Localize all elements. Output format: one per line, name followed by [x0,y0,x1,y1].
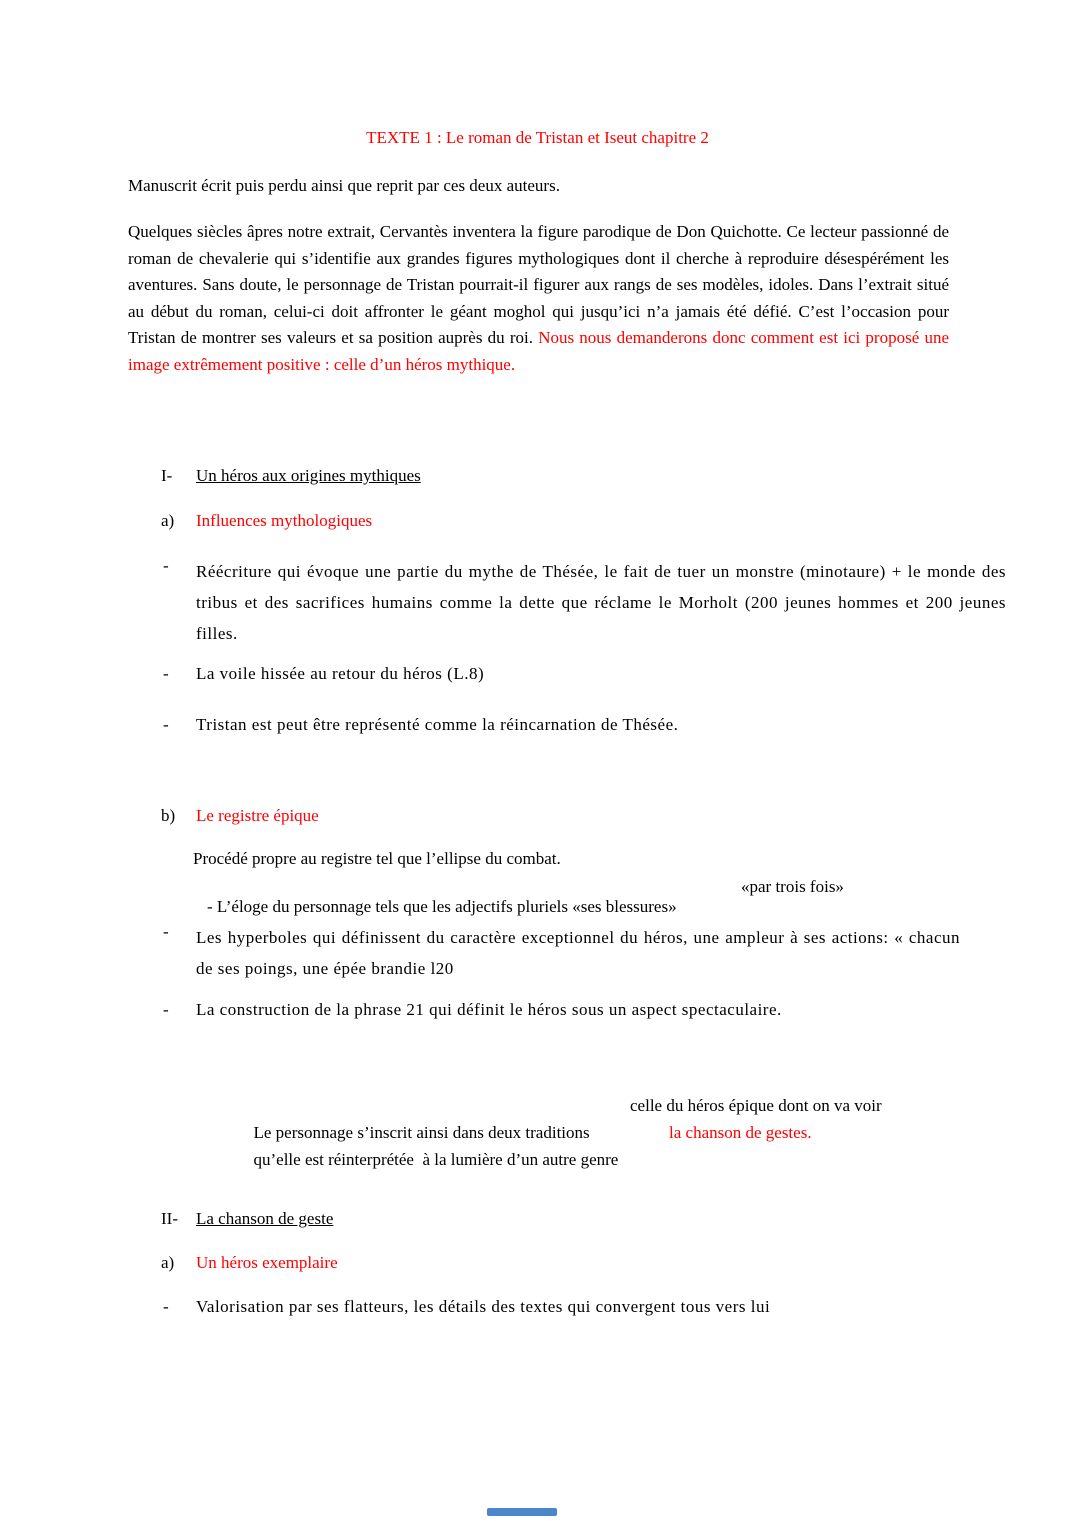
bullet-item [163,1000,1006,1020]
bullet-dash: - [163,715,169,734]
bullet-text: Valorisation par ses flatteurs, les détails des textes qui convergent tous vers lui [196,1297,771,1316]
bullet-dash: - [163,664,169,683]
eloge-overlap-text: «par trois fois» [741,877,844,896]
bullet-dash: - [163,922,169,941]
conclusion-line-1-base: Le personnage s’inscrit ainsi dans deux traditions [253,1123,590,1142]
section-2-numeral: II- [161,1209,178,1228]
section-1b-marker: b) [161,806,176,825]
section-2-title: La chanson de geste [196,1209,334,1228]
intro-sentence: Manuscrit écrit puis perdu ainsi que reprit par ces deux auteurs. [128,176,560,195]
section-1-numeral: I- [161,466,173,485]
conclusion-line-1-overlap: celle du héros épique dont on va voir [630,1096,882,1115]
bullet-text: La construction de la phrase 21 qui définit le héros sous un aspect spectaculaire. [196,1000,782,1019]
bullet-text: Réécriture qui évoque une partie du mythe de Thésée, le fait de tuer un monstre (minotaure) + le monde des tribus et des sacrifices humains comme la dette que réclame le Morholt (200 jeunes hommes et 200 jeunes filles. [196,562,1006,643]
section-1a-heading [161,511,372,531]
document-title: TEXTE 1 : Le roman de Tristan et Iseut chapitre 2 [366,128,709,147]
problematic-red-text: Nous nous demanderons donc comment est ici proposé une image extrêmement positive : celle d’un héros mythique. [128,328,949,374]
section-1-heading [161,466,421,486]
conclusion-line-2-overlap-red: la chanson de gestes. [669,1123,812,1142]
bullet-dash: - [163,1000,169,1019]
section-1a-marker: a) [161,511,175,530]
conclusion-line-2 [228,1119,812,1169]
procede-line: Procédé propre au registre tel que l’ellipse du combat. [193,849,561,868]
bullet-item [163,664,1006,684]
section-2a-title: Un héros exemplaire [196,1253,338,1272]
intro-paragraph [128,219,949,379]
section-2-heading [161,1209,333,1229]
bullet-item [163,715,1006,735]
bullet-item [163,1297,1006,1317]
eloge-base-text: - L’éloge du personnage tels que les adjectifs pluriels «ses blessures» [207,897,677,916]
bullet-item [163,922,960,984]
section-2a-marker: a) [161,1253,175,1272]
section-1-title: Un héros aux origines mythiques [196,466,421,485]
section-2a-heading [161,1253,338,1273]
section-1a-title: Influences mythologiques [196,511,373,530]
bullet-item [163,556,1006,649]
bullet-dash: - [163,556,169,575]
bullet-text: Les hyperboles qui définissent du caractère exceptionnel du héros, une ampleur à ses actions: « chacun de ses poings, une épée brandie l20 [196,928,960,978]
section-1b-title: Le registre épique [196,806,319,825]
bottom-blue-bar [487,1508,557,1516]
bullet-text: Tristan est peut être représenté comme la réincarnation de Thésée. [196,715,679,734]
intro-paragraph-black: Quelques siècles âpres notre extrait, Cervantès inventera la figure parodique de Don Quichotte. Ce lecteur passionné de roman de chevalerie qui s’identifie aux grandes figures mythologiques dont il cherche à reproduire désespérément les aventures. Sans doute, le personnage de Tristan pourrait-il figurer aux rangs de ses modèles, idoles. Dans l’extrait situé au début du roman, celui-ci doit affronter le géant moghol qui jusqu’ici n’a jamais été défié. C’est l’occasion pour Tristan de montrer ses valeurs et sa position auprès du roi. [128,222,949,348]
conclusion-line-2-base: qu’elle est réinterprétée à la lumière d’un autre genre [253,1150,619,1169]
bullet-text: La voile hissée au retour du héros (L.8) [196,664,485,683]
section-1b-heading [161,806,319,826]
conclusion-paragraph [228,1092,882,1169]
bullet-dash: - [163,1297,169,1316]
